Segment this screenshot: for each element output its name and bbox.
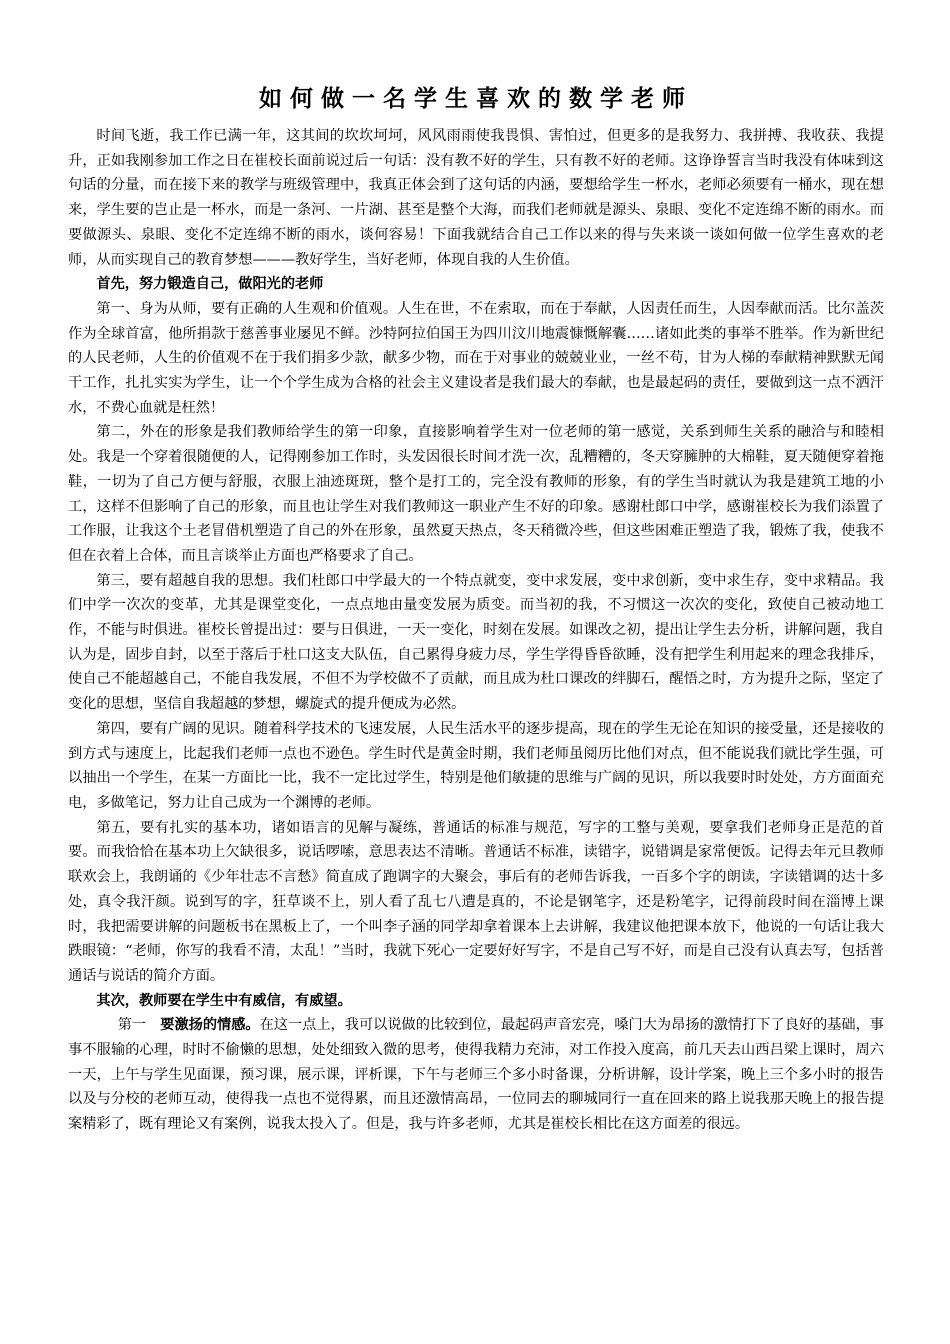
section1-paragraph-5: 第五，要有扎实的基本功，诸如语言的见解与凝练，普通话的标准与规范，写字的工整与美观，要拿我们老师身正是范的首要。而我恰恰在基本功上欠缺很多，说话啰嗦，意思表达不清晰。普通话不标准，读错字，说错调是家常便饭。记得去年元旦教师联欢会上，我朗诵的《少年壮志不言愁》简直成了跑调字的大聚会，事后有的老师告诉我，一百多个字的朗读，字读错调的达十多处，真令我汗颜。说到写的字，狂草谈不上，别人看了乱七八遭是真的，不论是钢笔字，还是粉笔字，记得前段时间在淄博上课时，我把需要讲解的问题板书在黑板上了，一个叫李子涵的同学却拿着课本上去讲解，我建议他把课本放下，他说的一句话让我大跌眼镜：“老师，你写的我看不清，太乱！”当时，我就下死心一定要好好写字，不是自己写不好，而是自己没有认真去写，包括普通话与说话的简介方面。: [68, 819, 884, 984]
section1-paragraph-1: 第一、身为从师，要有正确的人生观和价值观。人生在世，不在索取，而在于奉献，人因责任而生，人因奉献而活。比尔盖茨作为全球首富，他所捐款于慈善事业屡见不鲜。沙特阿拉伯国王为四川汶川地震慷慨解囊……诸如此类的事举不胜举。作为新世纪的人民老师，人生的价值观不在于我们捐多少款，献多少物，而在于对事业的兢兢业业，一丝不苟，甘为人梯的奉献精神默默无闻干工作，扎扎实实为学生，让一个个学生成为合格的社会主义建设者是我们最大的奉献，也是最起码的责任，要做到这一点不洒汗水，不费心血就是枉然！: [68, 300, 884, 416]
section2-lead-bold: 要激扬的情感。: [160, 1017, 260, 1034]
section1-heading: 首先，努力锻造自己，做阳光的老师: [96, 276, 324, 293]
document-page: [68, 82, 884, 1137]
document-title: 如何做一名学生喜欢的数学老师: [259, 86, 693, 112]
section2-paragraph-text: 在这一点上，我可以说做的比较到位，最起码声音宏亮，嗓门大为昂扬的激情打下了良好的基础，事事不服输的心理，时时不偷懒的思想，处处细致入微的思考，使得我精力充沛，对工作投入度高，前几天去山西吕梁上课时，周六一天，上午与学生见面课，预习课，展示课，评析课，下午与老师三个多小时备课，分析讲解，设计学案，晚上三个多小时的报告以及与分校的老师互动，使得我一点也不觉得累，而且还激情高昂，一位同去的聊城同行一直在回来的路上说我那天晚上的报告提案精彩了，既有理论又有案例，说我太投入了。但是，我与许多老师，尤其是崔校长相比在这方面差的很远。: [68, 1017, 884, 1133]
section2-paragraph-1: [68, 1013, 884, 1137]
section2-lead-number: 第一: [117, 1017, 147, 1034]
intro-paragraph: 时间飞逝，我工作已满一年，这其间的坎坎坷坷，风风雨雨使我畏惧、害怕过，但更多的是我努力、我拼搏、我收获、我提升，正如我刚参加工作之日在崔校长面前说过后一句话：没有教不好的学生，只有教不好的老师。这诤诤誓言当时我没有体味到这句话的分量，而在接下来的教学与班级管理中，我真正体会到了这句话的内涵，要想给学生一杯水，老师必须要有一桶水，现在想来，学生要的岂止是一杯水，而是一条河、一片湖、甚至是整个大海，而我们老师就是源头、泉眼、变化不定连绵不断的雨水。而要做源头、泉眼、变化不定连绵不断的雨水，谈何容易！下面我就结合自己工作以来的得与失来谈一谈如何做一位学生喜欢的老师，从而实现自己的教育梦想———教好学生，当好老师，体现自我的人生价值。: [68, 128, 884, 268]
section1-paragraph-3: 第三，要有超越自我的思想。我们杜郎口中学最大的一个特点就变，变中求发展，变中求创新，变中求生存，变中求精品。我们中学一次次的变革，尤其是课堂变化，一点点地由量变发展为质变。而当初的我，不习惯这一次次的变化，致使自己被动地工作，不能与时俱进。崔校长曾提出过：要与日俱进，一天一变化，时刻在发展。如课改之初，提出让学生去分析，讲解问题，我自认为是，固步自封，以至于落后于杜口这支大队伍，自己累得身疲力尽，学生学得昏昏欲睡，没有把学生利用起来的理念我排斥，使自己不能超越自己，不能自我发展，不但不为学校做不了贡献，而且成为杜口课改的绊脚石，醒悟之时，方为提升之际，坚定了变化的思想，坚信自我超越的梦想，螺旋式的提升便成为必然。: [68, 572, 884, 713]
section2-heading: 其次，教师要在学生中有威信，有威望。: [96, 992, 352, 1009]
section1-paragraph-4: 第四，要有广阔的见识。随着科学技术的飞速发展，人民生活水平的逐步提高，现在的学生无论在知识的接受量，还是接收的到方式与速度上，比起我们老师一点也不逊色。学生时代是黄金时期，我们老师虽阅历比他们对点，但不能说我们就比学生强，可以抽出一个学生，在某一方面比一比，我不一定比过学生，特别是他们敏捷的思维与广阔的见识，所以我要时时处处，方方面面充电，多做笔记，努力让自己成为一个渊博的老师。: [68, 720, 884, 811]
section1-paragraph-2: 第二，外在的形象是我们教师给学生的第一印象，直接影响着学生对一位老师的第一感觉，关系到师生关系的融洽与和睦相处。我是一个穿着很随便的人，记得刚参加工作时，头发因很长时间才洗一次，乱糟糟的，冬天穿臃肿的大棉鞋，夏天随便穿着拖鞋，一切为了自己方便与舒服，衣服上油迹斑斑，整个是打工的，完全没有教师的形象，有的学生当时就认为我是建筑工地的小工，这样不但影响了自己的形象，而且也让学生对我们教师这一职业产生不好的印象。感谢杜郎口中学，感谢崔校长为我们添置了工作服，让我这个土老冒借机塑造了自己的外在形象，虽然夏天热点，冬天稍微冷些，但这些困难正塑造了我，锻炼了我，使我不但在衣着上合体，而且言谈举止方面也严格要求了自己。: [68, 424, 884, 564]
